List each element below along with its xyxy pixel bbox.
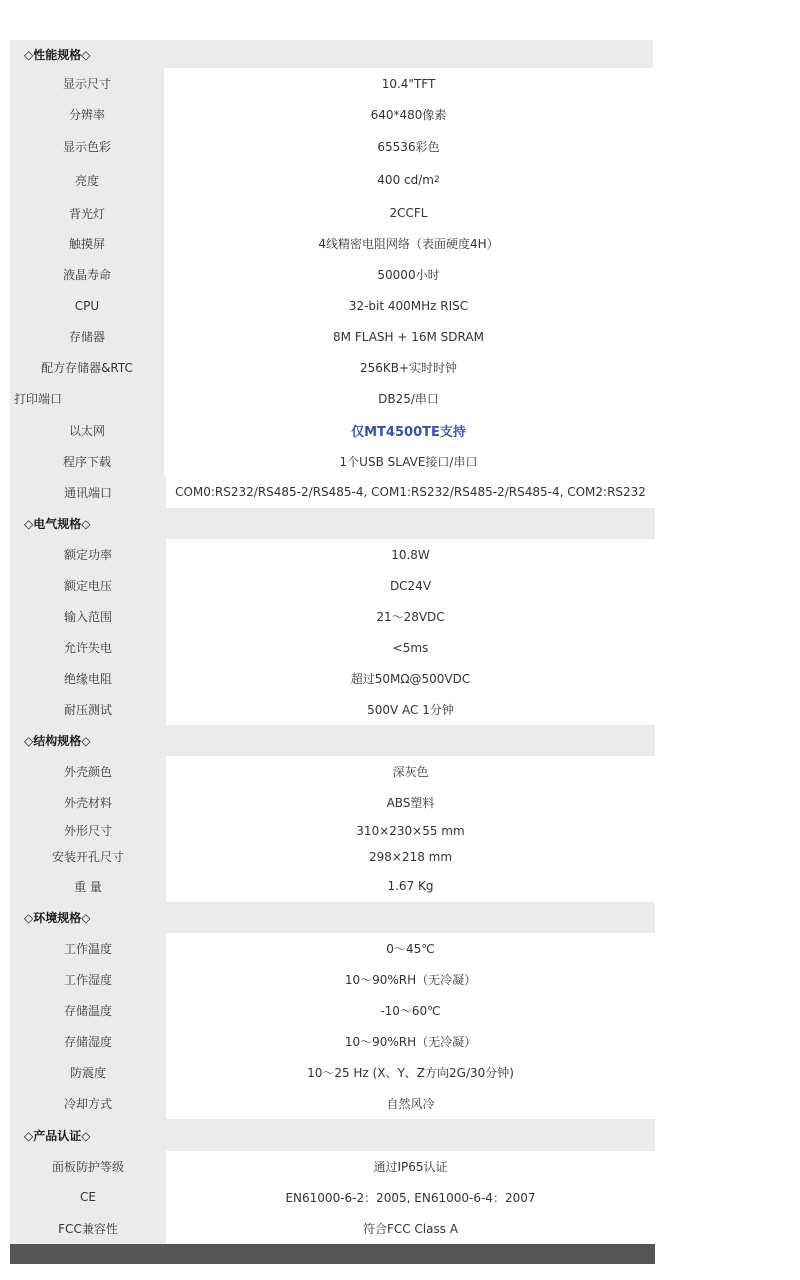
row-value-recipe-rtc: 256KB+实时时钟	[164, 352, 653, 383]
row-value-operating-humidity: 10～90%RH（无冷凝）	[166, 964, 655, 995]
section-header-structure: ◇结构规格◇	[10, 725, 655, 756]
row-label-memory: 存储器	[10, 321, 164, 352]
row-label-display-size: 显示尺寸	[10, 68, 164, 99]
row-label-cutout: 安装开孔尺寸	[10, 843, 166, 870]
row-label-recipe-rtc: 配方存储器&RTC	[10, 352, 164, 383]
row-label-program-download: 程序下载	[10, 446, 164, 476]
row-value-weight: 1.67 Kg	[166, 870, 655, 902]
row-label-housing-color: 外壳颜色	[10, 756, 166, 787]
row-value-input-range: 21～28VDC	[166, 601, 655, 632]
row-label-backlight: 背光灯	[10, 198, 164, 228]
row-label-weight: 重 量	[10, 870, 166, 902]
row-label-power-loss: 允许失电	[10, 632, 166, 663]
row-value-dimensions: 310×230×55 mm	[166, 818, 655, 843]
row-label-panel-protection: 面板防护等级	[10, 1151, 166, 1182]
row-value-storage-humidity: 10～90%RH（无冷凝）	[166, 1026, 655, 1057]
row-value-fcc: 符合FCC Class A	[166, 1212, 655, 1244]
row-label-input-range: 输入范围	[10, 601, 166, 632]
row-value-comm-ports: COM0:RS232/RS485-2/RS485-4, COM1:RS232/RS485-2/RS485-4, COM2:RS232	[166, 476, 655, 508]
row-value-cutout: 298×218 mm	[166, 843, 655, 870]
row-label-housing-material: 外壳材料	[10, 787, 166, 818]
row-value-storage-temp: -10～60℃	[166, 995, 655, 1026]
row-label-storage-humidity: 存储湿度	[10, 1026, 166, 1057]
row-value-housing-material: ABS塑料	[166, 787, 655, 818]
row-label-insulation: 绝缘电阻	[10, 663, 166, 694]
row-label-rated-power: 额定功率	[10, 539, 166, 570]
row-value-ce: EN61000-6-2：2005, EN61000-6-4：2007	[166, 1182, 655, 1212]
row-label-touchscreen: 触摸屏	[10, 228, 164, 259]
row-label-cpu: CPU	[10, 290, 164, 321]
table-footer-bar	[10, 1244, 655, 1264]
row-value-ethernet: 仅MT4500TE支持	[164, 414, 653, 446]
row-value-program-download: 1个USB SLAVE接口/串口	[164, 446, 653, 476]
row-value-display-size: 10.4"TFT	[164, 68, 653, 99]
row-label-operating-temp: 工作温度	[10, 933, 166, 964]
row-value-brightness	[164, 162, 653, 198]
row-value-operating-temp: 0～45℃	[166, 933, 655, 964]
row-value-cpu: 32-bit 400MHz RISC	[164, 290, 653, 321]
row-label-resolution: 分辨率	[10, 99, 164, 130]
row-value-print-port: DB25/串口	[164, 383, 653, 414]
row-label-dimensions: 外形尺寸	[10, 818, 166, 843]
section-header-electrical: ◇电气规格◇	[10, 508, 655, 539]
row-value-backlight: 2CCFL	[164, 198, 653, 228]
row-label-cooling: 冷却方式	[10, 1088, 166, 1119]
row-label-operating-humidity: 工作湿度	[10, 964, 166, 995]
row-value-housing-color: 深灰色	[166, 756, 655, 787]
row-label-lcd-life: 液晶寿命	[10, 259, 164, 290]
row-value-memory: 8M FLASH + 16M SDRAM	[164, 321, 653, 352]
row-label-brightness: 亮度	[10, 162, 164, 198]
row-label-ce: CE	[10, 1182, 166, 1212]
row-value-withstand: 500V AC 1分钟	[166, 694, 655, 725]
row-label-rated-voltage: 额定电压	[10, 570, 166, 601]
row-label-comm-ports: 通讯端口	[10, 476, 166, 508]
row-label-fcc: FCC兼容性	[10, 1212, 166, 1244]
brightness-value-text: 400 cd/m	[377, 173, 434, 187]
row-value-panel-protection: 通过IP65认证	[166, 1151, 655, 1182]
row-label-ethernet: 以太网	[10, 414, 164, 446]
section-header-environment: ◇环境规格◇	[10, 902, 655, 933]
row-label-storage-temp: 存储温度	[10, 995, 166, 1026]
section-header-certification: ◇产品认证◇	[10, 1119, 655, 1151]
row-label-vibration: 防震度	[10, 1057, 166, 1088]
brightness-superscript: 2	[433, 175, 440, 185]
row-value-vibration: 10～25 Hz (X、Y、Z方向2G/30分钟)	[166, 1057, 655, 1088]
row-value-resolution: 640*480像素	[164, 99, 653, 130]
row-label-withstand: 耐压测试	[10, 694, 166, 725]
row-value-lcd-life: 50000小时	[164, 259, 653, 290]
row-value-rated-power: 10.8W	[166, 539, 655, 570]
row-value-rated-voltage: DC24V	[166, 570, 655, 601]
section-header-performance: ◇性能规格◇	[10, 40, 653, 68]
row-value-colors: 65536彩色	[164, 130, 653, 162]
row-value-insulation: 超过50MΩ@500VDC	[166, 663, 655, 694]
row-label-print-port: 打印端口	[10, 383, 164, 414]
row-value-power-loss: <5ms	[166, 632, 655, 663]
row-value-cooling: 自然风冷	[166, 1088, 655, 1119]
row-label-colors: 显示色彩	[10, 130, 164, 162]
row-value-touchscreen: 4线精密电阻网络（表面硬度4H）	[164, 228, 653, 259]
